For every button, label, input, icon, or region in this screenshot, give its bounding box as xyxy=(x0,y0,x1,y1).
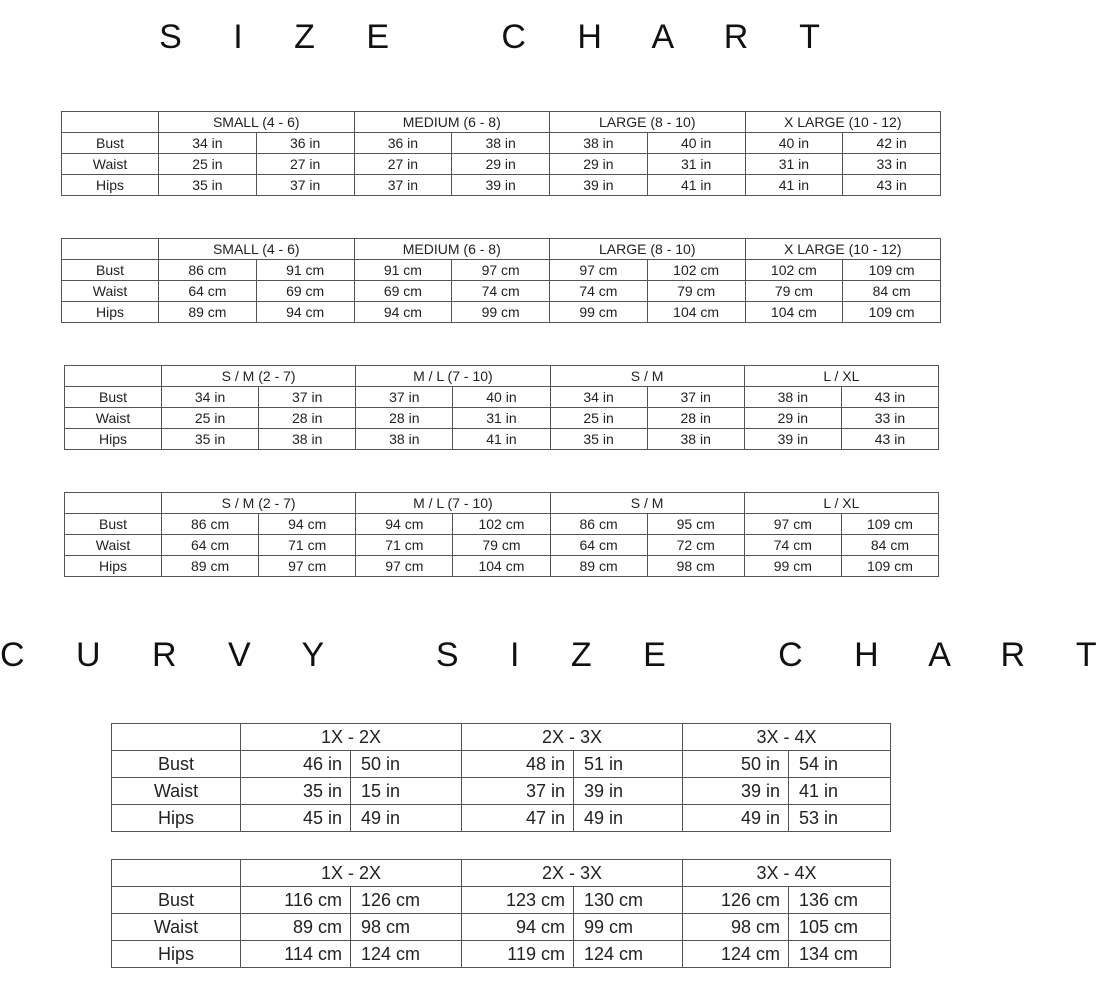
value-cell: 94 cm xyxy=(462,914,574,941)
table-row xyxy=(112,941,891,968)
value-cell: 46 in xyxy=(241,751,351,778)
table-row xyxy=(112,778,891,805)
value-cell: 50 in xyxy=(683,751,789,778)
value-cell: 40 in xyxy=(453,387,550,408)
row-label: Waist xyxy=(65,408,162,429)
value-cell: 40 in xyxy=(745,133,843,154)
value-cell: 109 cm xyxy=(841,514,938,535)
value-cell: 25 in xyxy=(162,408,259,429)
row-label: Bust xyxy=(65,387,162,408)
size-header: S / M (2 - 7) xyxy=(162,366,356,387)
size-header: 2X - 3X xyxy=(462,724,683,751)
value-cell: 34 in xyxy=(162,387,259,408)
value-cell: 41 in xyxy=(789,778,891,805)
size-header: SMALL (4 - 6) xyxy=(159,239,355,260)
value-cell: 35 in xyxy=(241,778,351,805)
size-header: LARGE (8 - 10) xyxy=(550,112,746,133)
value-cell: 47 in xyxy=(462,805,574,832)
size-header: 1X - 2X xyxy=(241,860,462,887)
value-cell: 33 in xyxy=(843,154,941,175)
value-cell: 37 in xyxy=(259,387,356,408)
value-cell: 86 cm xyxy=(159,260,257,281)
value-cell: 124 cm xyxy=(351,941,462,968)
value-cell: 97 cm xyxy=(452,260,550,281)
value-cell: 29 in xyxy=(550,154,648,175)
value-cell: 35 in xyxy=(159,175,257,196)
value-cell: 123 cm xyxy=(462,887,574,914)
table-row xyxy=(62,302,941,323)
value-cell: 28 in xyxy=(647,408,744,429)
value-cell: 116 cm xyxy=(241,887,351,914)
value-cell: 37 in xyxy=(354,175,452,196)
value-cell: 39 in xyxy=(574,778,683,805)
size-header: LARGE (8 - 10) xyxy=(550,239,746,260)
table-row xyxy=(65,429,939,450)
value-cell: 37 in xyxy=(462,778,574,805)
value-cell: 35 in xyxy=(162,429,259,450)
value-cell: 49 in xyxy=(351,805,462,832)
row-label: Hips xyxy=(65,429,162,450)
value-cell: 124 cm xyxy=(574,941,683,968)
value-cell: 25 in xyxy=(159,154,257,175)
size-header: X LARGE (10 - 12) xyxy=(745,112,941,133)
table-row xyxy=(65,556,939,577)
row-label: Waist xyxy=(112,778,241,805)
value-cell: 86 cm xyxy=(550,514,647,535)
value-cell: 114 cm xyxy=(241,941,351,968)
value-cell: 29 in xyxy=(452,154,550,175)
value-cell: 43 in xyxy=(841,387,938,408)
value-cell: 45 in xyxy=(241,805,351,832)
value-cell: 49 in xyxy=(574,805,683,832)
value-cell: 130 cm xyxy=(574,887,683,914)
size-header: X LARGE (10 - 12) xyxy=(745,239,941,260)
value-cell: 89 cm xyxy=(550,556,647,577)
value-cell: 109 cm xyxy=(841,556,938,577)
table-row xyxy=(112,914,891,941)
value-cell: 31 in xyxy=(745,154,843,175)
size-header: MEDIUM (6 - 8) xyxy=(354,239,550,260)
row-label: Waist xyxy=(62,154,159,175)
size-header: 1X - 2X xyxy=(241,724,462,751)
size-header: S / M (2 - 7) xyxy=(162,493,356,514)
corner-cell xyxy=(112,860,241,887)
value-cell: 64 cm xyxy=(159,281,257,302)
row-label: Bust xyxy=(62,260,159,281)
table-row xyxy=(112,887,891,914)
size-chart-title: S I Z E C H A R T xyxy=(159,18,841,56)
size-table-sm-cm xyxy=(64,492,939,577)
value-cell: 79 cm xyxy=(647,281,745,302)
header-row xyxy=(112,724,891,751)
value-cell: 97 cm xyxy=(550,260,648,281)
value-cell: 94 cm xyxy=(354,302,452,323)
value-cell: 102 cm xyxy=(745,260,843,281)
header-row xyxy=(65,493,939,514)
value-cell: 79 cm xyxy=(453,535,550,556)
value-cell: 27 in xyxy=(354,154,452,175)
value-cell: 38 in xyxy=(647,429,744,450)
table-row xyxy=(112,751,891,778)
size-header: L / XL xyxy=(744,493,938,514)
value-cell: 99 cm xyxy=(452,302,550,323)
value-cell: 43 in xyxy=(841,429,938,450)
value-cell: 39 in xyxy=(550,175,648,196)
value-cell: 72 cm xyxy=(647,535,744,556)
value-cell: 34 in xyxy=(550,387,647,408)
row-label: Hips xyxy=(62,302,159,323)
value-cell: 28 in xyxy=(259,408,356,429)
value-cell: 104 cm xyxy=(647,302,745,323)
table-row xyxy=(65,535,939,556)
value-cell: 79 cm xyxy=(745,281,843,302)
value-cell: 51 in xyxy=(574,751,683,778)
size-header: M / L (7 - 10) xyxy=(356,493,550,514)
value-cell: 124 cm xyxy=(683,941,789,968)
value-cell: 97 cm xyxy=(356,556,453,577)
value-cell: 89 cm xyxy=(159,302,257,323)
value-cell: 38 in xyxy=(452,133,550,154)
curvy-size-table-inches xyxy=(111,723,891,832)
value-cell: 36 in xyxy=(354,133,452,154)
value-cell: 134 cm xyxy=(789,941,891,968)
header-row xyxy=(65,366,939,387)
value-cell: 71 cm xyxy=(356,535,453,556)
value-cell: 126 cm xyxy=(683,887,789,914)
value-cell: 89 cm xyxy=(241,914,351,941)
size-header: 3X - 4X xyxy=(683,724,891,751)
value-cell: 37 in xyxy=(647,387,744,408)
value-cell: 98 cm xyxy=(647,556,744,577)
value-cell: 94 cm xyxy=(259,514,356,535)
row-label: Waist xyxy=(112,914,241,941)
table-row xyxy=(112,805,891,832)
value-cell: 69 cm xyxy=(354,281,452,302)
value-cell: 37 in xyxy=(356,387,453,408)
value-cell: 69 cm xyxy=(256,281,354,302)
value-cell: 35 in xyxy=(550,429,647,450)
size-header: S / M xyxy=(550,493,744,514)
value-cell: 48 in xyxy=(462,751,574,778)
value-cell: 119 cm xyxy=(462,941,574,968)
curvy-size-table-cm xyxy=(111,859,891,968)
row-label: Bust xyxy=(62,133,159,154)
value-cell: 53 in xyxy=(789,805,891,832)
value-cell: 15 in xyxy=(351,778,462,805)
table-row xyxy=(62,154,941,175)
table-row xyxy=(65,408,939,429)
value-cell: 136 cm xyxy=(789,887,891,914)
value-cell: 74 cm xyxy=(452,281,550,302)
table-row xyxy=(65,514,939,535)
table-row xyxy=(62,260,941,281)
curvy-size-chart-title: C U R V Y S I Z E C H A R T xyxy=(0,636,1118,674)
corner-cell xyxy=(65,493,162,514)
table-row xyxy=(65,387,939,408)
value-cell: 104 cm xyxy=(745,302,843,323)
value-cell: 38 in xyxy=(550,133,648,154)
row-label: Waist xyxy=(62,281,159,302)
value-cell: 41 in xyxy=(745,175,843,196)
value-cell: 97 cm xyxy=(744,514,841,535)
value-cell: 74 cm xyxy=(550,281,648,302)
row-label: Hips xyxy=(112,941,241,968)
row-label: Hips xyxy=(62,175,159,196)
value-cell: 99 cm xyxy=(744,556,841,577)
value-cell: 25 in xyxy=(550,408,647,429)
value-cell: 97 cm xyxy=(259,556,356,577)
value-cell: 39 in xyxy=(683,778,789,805)
value-cell: 64 cm xyxy=(550,535,647,556)
row-label: Bust xyxy=(65,514,162,535)
value-cell: 102 cm xyxy=(647,260,745,281)
table-row xyxy=(62,133,941,154)
value-cell: 84 cm xyxy=(843,281,941,302)
table-row xyxy=(62,281,941,302)
value-cell: 94 cm xyxy=(256,302,354,323)
value-cell: 105 cm xyxy=(789,914,891,941)
value-cell: 94 cm xyxy=(356,514,453,535)
value-cell: 86 cm xyxy=(162,514,259,535)
value-cell: 109 cm xyxy=(843,260,941,281)
value-cell: 33 in xyxy=(841,408,938,429)
size-table-cm xyxy=(61,238,941,323)
value-cell: 34 in xyxy=(159,133,257,154)
value-cell: 54 in xyxy=(789,751,891,778)
corner-cell xyxy=(62,112,159,133)
value-cell: 49 in xyxy=(683,805,789,832)
value-cell: 28 in xyxy=(356,408,453,429)
value-cell: 104 cm xyxy=(453,556,550,577)
size-header: S / M xyxy=(550,366,744,387)
value-cell: 98 cm xyxy=(683,914,789,941)
value-cell: 89 cm xyxy=(162,556,259,577)
size-table-inches xyxy=(61,111,941,196)
value-cell: 39 in xyxy=(452,175,550,196)
value-cell: 41 in xyxy=(453,429,550,450)
value-cell: 37 in xyxy=(256,175,354,196)
value-cell: 38 in xyxy=(259,429,356,450)
value-cell: 40 in xyxy=(647,133,745,154)
corner-cell xyxy=(65,366,162,387)
header-row xyxy=(62,239,941,260)
corner-cell xyxy=(112,724,241,751)
value-cell: 29 in xyxy=(744,408,841,429)
size-table-sm-inches xyxy=(64,365,939,450)
value-cell: 99 cm xyxy=(550,302,648,323)
value-cell: 36 in xyxy=(256,133,354,154)
value-cell: 95 cm xyxy=(647,514,744,535)
value-cell: 84 cm xyxy=(841,535,938,556)
value-cell: 38 in xyxy=(744,387,841,408)
value-cell: 42 in xyxy=(843,133,941,154)
size-header: MEDIUM (6 - 8) xyxy=(354,112,550,133)
value-cell: 38 in xyxy=(356,429,453,450)
row-label: Hips xyxy=(65,556,162,577)
value-cell: 41 in xyxy=(647,175,745,196)
size-header: 3X - 4X xyxy=(683,860,891,887)
header-row xyxy=(62,112,941,133)
row-label: Bust xyxy=(112,887,241,914)
size-header: M / L (7 - 10) xyxy=(356,366,550,387)
value-cell: 43 in xyxy=(843,175,941,196)
row-label: Bust xyxy=(112,751,241,778)
value-cell: 64 cm xyxy=(162,535,259,556)
value-cell: 71 cm xyxy=(259,535,356,556)
value-cell: 91 cm xyxy=(256,260,354,281)
value-cell: 31 in xyxy=(647,154,745,175)
value-cell: 39 in xyxy=(744,429,841,450)
value-cell: 109 cm xyxy=(843,302,941,323)
value-cell: 98 cm xyxy=(351,914,462,941)
corner-cell xyxy=(62,239,159,260)
value-cell: 31 in xyxy=(453,408,550,429)
row-label: Hips xyxy=(112,805,241,832)
row-label: Waist xyxy=(65,535,162,556)
header-row xyxy=(112,860,891,887)
value-cell: 50 in xyxy=(351,751,462,778)
value-cell: 99 cm xyxy=(574,914,683,941)
size-header: SMALL (4 - 6) xyxy=(159,112,355,133)
value-cell: 91 cm xyxy=(354,260,452,281)
size-header: 2X - 3X xyxy=(462,860,683,887)
table-row xyxy=(62,175,941,196)
size-header: L / XL xyxy=(744,366,938,387)
value-cell: 102 cm xyxy=(453,514,550,535)
value-cell: 126 cm xyxy=(351,887,462,914)
value-cell: 74 cm xyxy=(744,535,841,556)
value-cell: 27 in xyxy=(256,154,354,175)
